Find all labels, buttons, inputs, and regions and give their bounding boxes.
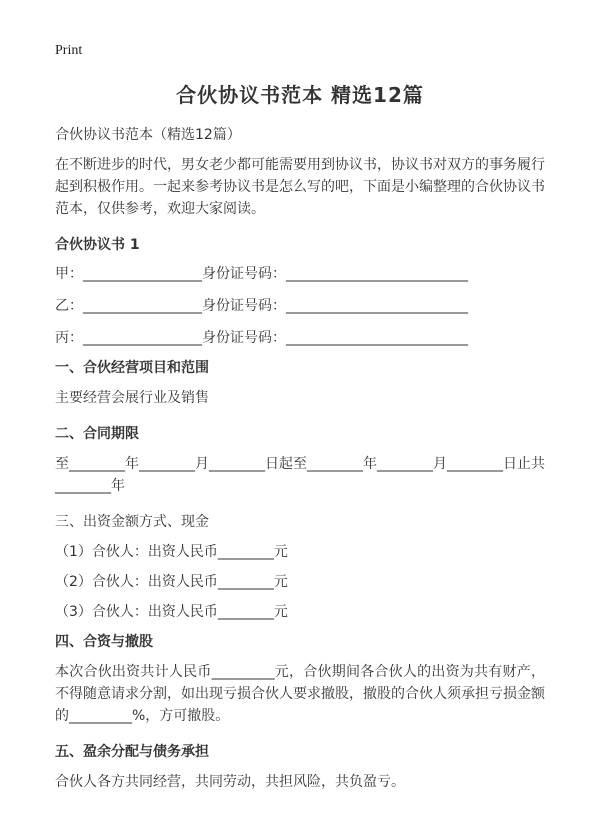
- party-name-blank: _________________: [83, 330, 202, 346]
- section-1-paragraph: 主要经营会展行业及销售: [55, 390, 209, 406]
- section-5-heading: 五、盈余分配与债务承担: [55, 744, 209, 760]
- section-4-paragraph: 本次合伙出资共计人民币_________元，合伙期间各合伙人的出资为共有财产，不得随意请求分割，如出现亏损合伙人要求撤股，撤股的合伙人须承担亏损金额的_________%，方可撤股。: [55, 664, 545, 724]
- id-number-label: 身份证号码：: [202, 298, 286, 314]
- print-button[interactable]: Print: [55, 43, 83, 58]
- contribution-item-2: （2）合伙人：出资人民币________元: [55, 574, 288, 590]
- party-row-jia: [55, 263, 545, 285]
- id-number-blank: __________________________: [286, 266, 468, 282]
- section-1-heading: 一、合伙经营项目和范围: [55, 360, 209, 376]
- section-2-heading: 二、合同期限: [55, 426, 139, 442]
- party-row-bing: [55, 327, 545, 349]
- id-number-blank: __________________________: [286, 330, 468, 346]
- party-row-yi: [55, 295, 545, 317]
- contribution-item-3: （3）合伙人：出资人民币________元: [55, 604, 288, 620]
- section-4-heading: 四、合资与撤股: [55, 634, 153, 650]
- agreement-1-heading: 合伙协议书 1: [55, 237, 140, 253]
- id-number-label: 身份证号码：: [202, 266, 286, 282]
- section-3-heading: 三、出资金额方式、现金: [55, 514, 209, 530]
- party-name-blank: _________________: [83, 298, 202, 314]
- id-number-blank: __________________________: [286, 298, 468, 314]
- id-number-label: 身份证号码：: [202, 330, 286, 346]
- party-name-blank: _________________: [83, 266, 202, 282]
- intro-paragraph: 在不断进步的时代，男女老少都可能需要用到协议书，协议书对双方的事务履行起到积极作用。一起来参考协议书是怎么写的吧，下面是小编整理的合伙协议书范本，仅供参考，欢迎大家阅读。: [55, 157, 545, 217]
- party-role-label: 甲：: [55, 266, 83, 282]
- page-title: 合伙协议书范本 精选12篇: [176, 83, 424, 107]
- contribution-item-1: （1）合伙人：出资人民币________元: [55, 544, 288, 560]
- party-role-label: 丙：: [55, 330, 83, 346]
- section-5-paragraph: 合伙人各方共同经营，共同劳动，共担风险，共负盈亏。: [55, 774, 405, 790]
- party-role-label: 乙：: [55, 298, 83, 314]
- document-subtitle: 合伙协议书范本（精选12篇）: [55, 127, 241, 143]
- section-2-paragraph: 至________年________月________日起至________年________月________日止共________年: [55, 456, 545, 494]
